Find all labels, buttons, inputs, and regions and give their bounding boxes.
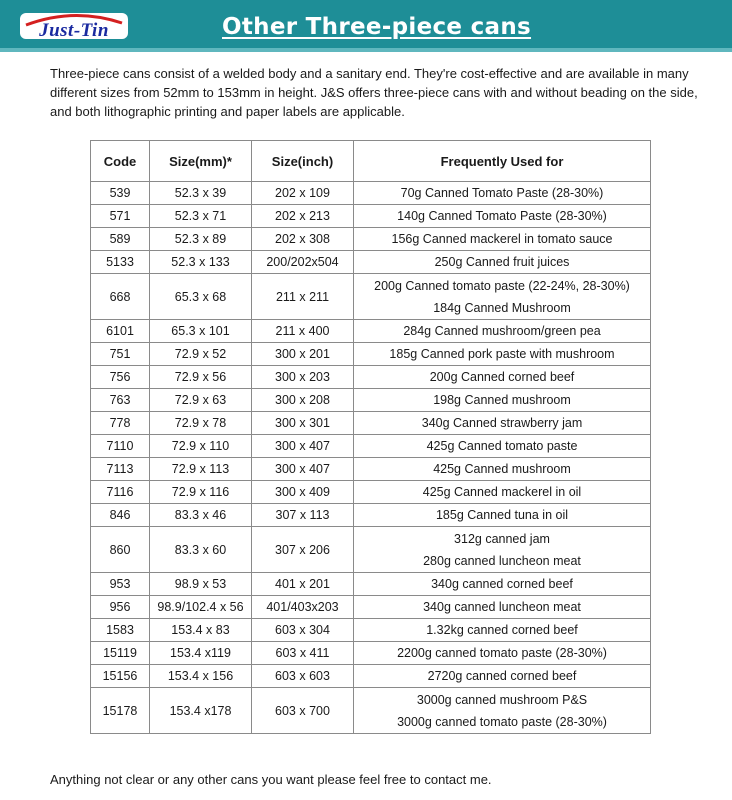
cell-code: 668 — [91, 274, 150, 320]
cell-size-inch: 603 x 603 — [252, 665, 354, 688]
cell-size-mm: 153.4 x178 — [150, 688, 252, 734]
cell-size-mm: 52.3 x 133 — [150, 251, 252, 274]
use-line: 200g Canned corned beef — [429, 370, 575, 384]
cell-code: 589 — [91, 228, 150, 251]
table-row — [91, 527, 651, 573]
cell-size-mm: 52.3 x 39 — [150, 182, 252, 205]
use-line: 250g Canned fruit juices — [434, 255, 570, 269]
table-body — [91, 182, 651, 734]
use-line: 198g Canned mushroom — [433, 393, 571, 407]
table-row — [91, 320, 651, 343]
cell-code: 778 — [91, 412, 150, 435]
cell-size-mm: 72.9 x 63 — [150, 389, 252, 412]
use-line: 425g Canned mushroom — [433, 462, 571, 476]
use-line: 284g Canned mushroom/green pea — [403, 324, 601, 338]
use-line: 1.32kg canned corned beef — [426, 623, 578, 637]
footer-note: Anything not clear or any other cans you want please feel free to contact me. — [50, 772, 492, 787]
table-row — [91, 504, 651, 527]
use-line: 185g Canned tuna in oil — [435, 508, 569, 522]
use-line: 425g Canned tomato paste — [426, 439, 578, 453]
header-size-mm: Size(mm)* — [150, 141, 252, 182]
cell-size-inch: 603 x 700 — [252, 688, 354, 734]
table-row — [91, 619, 651, 642]
cell-used-for — [354, 527, 651, 573]
use-line: 2720g canned corned beef — [427, 669, 577, 683]
cell-size-mm: 72.9 x 113 — [150, 458, 252, 481]
use-line: 185g Canned pork paste with mushroom — [389, 347, 615, 361]
cell-code: 15178 — [91, 688, 150, 734]
table-row — [91, 688, 651, 734]
table-row — [91, 182, 651, 205]
cell-used-for — [354, 389, 651, 412]
use-line: 156g Canned mackerel in tomato sauce — [391, 232, 613, 246]
cell-used-for — [354, 688, 651, 734]
header-used-for: Frequently Used for — [354, 141, 651, 182]
cell-used-for — [354, 320, 651, 343]
cell-used-for — [354, 504, 651, 527]
cell-size-mm: 72.9 x 78 — [150, 412, 252, 435]
cell-size-inch: 300 x 407 — [252, 435, 354, 458]
use-line: 184g Canned Mushroom — [433, 300, 571, 315]
table-row — [91, 205, 651, 228]
cell-code: 860 — [91, 527, 150, 573]
table-row — [91, 596, 651, 619]
cell-used-for — [354, 182, 651, 205]
cell-size-mm: 72.9 x 116 — [150, 481, 252, 504]
cell-used-for — [354, 596, 651, 619]
header-divider — [0, 48, 732, 52]
cell-code: 15119 — [91, 642, 150, 665]
cell-used-for — [354, 665, 651, 688]
cell-size-inch: 307 x 206 — [252, 527, 354, 573]
cell-size-inch: 200/202x504 — [252, 251, 354, 274]
cell-used-for — [354, 251, 651, 274]
table-row — [91, 458, 651, 481]
cell-size-mm: 52.3 x 89 — [150, 228, 252, 251]
cell-size-inch: 603 x 304 — [252, 619, 354, 642]
table-row — [91, 573, 651, 596]
header-code: Code — [91, 141, 150, 182]
cell-used-for — [354, 573, 651, 596]
cell-used-for — [354, 642, 651, 665]
cell-code: 956 — [91, 596, 150, 619]
cell-code: 751 — [91, 343, 150, 366]
cell-size-inch: 202 x 109 — [252, 182, 354, 205]
cell-used-for — [354, 274, 651, 320]
cell-size-mm: 83.3 x 60 — [150, 527, 252, 573]
table-row — [91, 435, 651, 458]
cell-code: 15156 — [91, 665, 150, 688]
cell-size-inch: 202 x 213 — [252, 205, 354, 228]
page-title: Other Three-piece cans — [222, 14, 532, 40]
cell-code: 763 — [91, 389, 150, 412]
use-line: 3000g canned tomato paste (28-30%) — [397, 714, 607, 729]
table-row — [91, 642, 651, 665]
cell-size-inch: 300 x 203 — [252, 366, 354, 389]
cell-size-mm: 72.9 x 56 — [150, 366, 252, 389]
cell-used-for — [354, 619, 651, 642]
table-row — [91, 251, 651, 274]
cell-used-for — [354, 205, 651, 228]
cell-used-for — [354, 412, 651, 435]
cell-size-inch: 300 x 201 — [252, 343, 354, 366]
cell-size-mm: 98.9/102.4 x 56 — [150, 596, 252, 619]
cell-used-for — [354, 435, 651, 458]
cell-size-mm: 72.9 x 110 — [150, 435, 252, 458]
table-row — [91, 274, 651, 320]
use-line: 3000g canned mushroom P&S — [416, 692, 588, 707]
table-row — [91, 665, 651, 688]
brand-logo[interactable] — [20, 11, 128, 41]
use-line: 340g Canned strawberry jam — [421, 416, 583, 430]
cans-table — [90, 140, 651, 734]
cell-size-inch: 401 x 201 — [252, 573, 354, 596]
use-line: 312g canned jam — [454, 531, 550, 546]
cell-code: 7113 — [91, 458, 150, 481]
table-row — [91, 412, 651, 435]
cell-size-mm: 83.3 x 46 — [150, 504, 252, 527]
cell-used-for — [354, 481, 651, 504]
cell-used-for — [354, 228, 651, 251]
cell-code: 953 — [91, 573, 150, 596]
cell-used-for — [354, 343, 651, 366]
cell-used-for — [354, 366, 651, 389]
use-line: 425g Canned mackerel in oil — [422, 485, 582, 499]
cell-size-mm: 65.3 x 68 — [150, 274, 252, 320]
cell-size-inch: 211 x 400 — [252, 320, 354, 343]
cell-code: 6101 — [91, 320, 150, 343]
cell-code: 539 — [91, 182, 150, 205]
cell-code: 846 — [91, 504, 150, 527]
header-size-inch: Size(inch) — [252, 141, 354, 182]
table-row — [91, 389, 651, 412]
table-row — [91, 228, 651, 251]
cell-code: 1583 — [91, 619, 150, 642]
table-row — [91, 366, 651, 389]
cell-size-mm: 153.4 x 156 — [150, 665, 252, 688]
cell-size-inch: 307 x 113 — [252, 504, 354, 527]
cell-size-mm: 153.4 x 83 — [150, 619, 252, 642]
table-header-row — [91, 141, 651, 182]
use-line: 340g canned luncheon meat — [423, 600, 581, 614]
cell-size-mm: 65.3 x 101 — [150, 320, 252, 343]
cell-size-mm: 98.9 x 53 — [150, 573, 252, 596]
cell-size-mm: 72.9 x 52 — [150, 343, 252, 366]
cell-size-inch: 300 x 407 — [252, 458, 354, 481]
cell-code: 756 — [91, 366, 150, 389]
use-line: 70g Canned Tomato Paste (28-30%) — [400, 186, 604, 200]
cell-code: 5133 — [91, 251, 150, 274]
cell-code: 571 — [91, 205, 150, 228]
use-line: 2200g canned tomato paste (28-30%) — [397, 646, 607, 660]
use-line: 280g canned luncheon meat — [423, 553, 581, 568]
use-line: 200g Canned tomato paste (22-24%, 28-30%) — [374, 278, 630, 293]
cell-size-inch: 211 x 211 — [252, 274, 354, 320]
intro-paragraph: Three-piece cans consist of a welded body and a sanitary end. They're cost-effective and are available in many different sizes from 52mm to 153mm in height. J&S offers three-piece cans with and without beading on the side, and both lithographic printing and paper labels are applicable. — [50, 66, 698, 119]
cell-size-mm: 153.4 x119 — [150, 642, 252, 665]
use-line: 340g canned corned beef — [431, 577, 573, 591]
cell-size-inch: 300 x 208 — [252, 389, 354, 412]
cell-size-inch: 401/403x203 — [252, 596, 354, 619]
cell-size-inch: 202 x 308 — [252, 228, 354, 251]
cell-size-inch: 300 x 301 — [252, 412, 354, 435]
cell-code: 7110 — [91, 435, 150, 458]
cell-size-mm: 52.3 x 71 — [150, 205, 252, 228]
use-line: 140g Canned Tomato Paste (28-30%) — [397, 209, 607, 223]
cell-size-inch: 603 x 411 — [252, 642, 354, 665]
table-row — [91, 343, 651, 366]
cell-size-inch: 300 x 409 — [252, 481, 354, 504]
cell-used-for — [354, 458, 651, 481]
table-row — [91, 481, 651, 504]
logo-text: Just-Tin — [39, 20, 109, 41]
cell-code: 7116 — [91, 481, 150, 504]
header-bar — [0, 0, 732, 52]
